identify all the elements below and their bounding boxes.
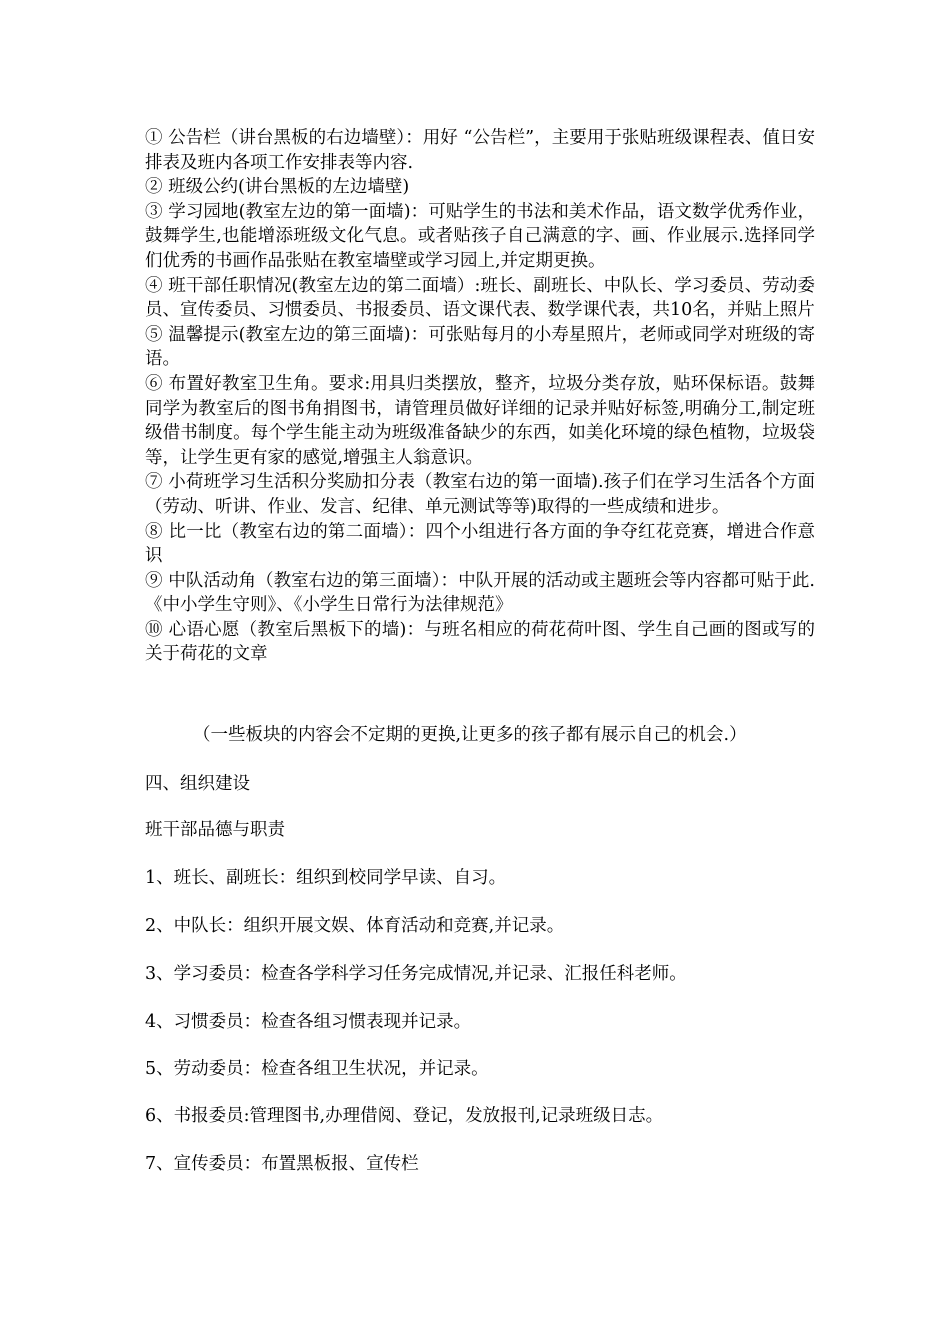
wall-items-list xyxy=(145,126,815,667)
wall-item-points-table: ⑦ 小荷班学习生活积分奖励扣分表（教室右边的第一面墙).孩子们在学习生活各个方面（劳动、听讲、作业、发言、纪律、单元测试等等)取得的一些成绩和进步。 xyxy=(145,472,815,517)
wall-item-bulletin-board: ① 公告栏（讲台黑板的右边墙壁）：用好 “公告栏”，主要用于张贴班级课程表、值日安排表及班内各项工作安排表等内容. xyxy=(145,128,815,173)
rotation-note: （一些板块的内容会不定期的更换,让更多的孩子都有展示自己的机会.） xyxy=(193,725,747,745)
wall-item-hygiene-corner: ⑥ 布置好教室卫生角。要求:用具归类摆放，整齐，垃圾分类存放，贴环保标语。鼓舞同学为教室后的图书角捐图书，请管理员做好详细的记录并贴好标签,明确分工,制定班级借书制度。每个学生能主动为班级准备缺少的东西，如美化环境的绿色植物，垃圾袋等，让学生更有家的感觉,增强主人翁意识。 xyxy=(145,373,815,468)
wall-item-cadre-posts: ④ 班干部任职情况(教室左边的第二面墙）:班长、副班长、中队长、学习委员、劳动委员、宣传委员、习惯委员、书报委员、语文课代表、数学课代表，共10名，并贴上照片 xyxy=(145,275,815,321)
duty-item-squadron-leader: 2、中队长：组织开展文娱、体育活动和竞赛,并记录。 xyxy=(145,916,565,936)
duty-item-monitor: 1、班长、副班长：组织到校同学早读、自习。 xyxy=(145,868,507,888)
wall-item-heart-wishes: ⑩ 心语心愿（教室后黑板下的墙)：与班名相应的荷花荷叶图、学生自己画的图或写的关于荷花的文章 xyxy=(145,619,815,665)
wall-item-squadron-corner: ⑨ 中队活动角（教室右边的第三面墙）：中队开展的活动或主题班会等内容都可贴于此.《中小学生守则》、《小学生日常行为法律规范》 xyxy=(145,570,815,616)
wall-item-warm-tips: ⑤ 温馨提示(教室左边的第三面墙)：可张贴每月的小寿星照片，老师或同学对班级的寄语。 xyxy=(145,324,815,370)
duty-item-study-committee: 3、学习委员：检查各学科学习任务完成情况,并记录、汇报任科老师。 xyxy=(145,964,687,984)
wall-item-class-rules: ② 班级公约(讲台黑板的左边墙壁) xyxy=(145,177,410,198)
duty-item-book-committee: 6、书报委员:管理图书,办理借阅、登记，发放报刊,记录班级日志。 xyxy=(145,1106,664,1126)
wall-item-learning-garden: ③ 学习园地(教室左边的第一面墙)：可贴学生的书法和美术作品，语文数学优秀作业，鼓舞学生,也能增添班级文化气息。或者贴孩子自己满意的字、画、作业展示.选择同学们优秀的书画作品张贴在教室墙壁或学习园上,并定期更换。 xyxy=(145,201,815,271)
duty-item-labor-committee: 5、劳动委员：检查各组卫生状况，并记录。 xyxy=(145,1059,489,1079)
section-title: 四、组织建设 xyxy=(145,774,250,794)
wall-item-competition: ⑧ 比一比（教室右边的第二面墙）：四个小组进行各方面的争夺红花竞赛，增进合作意识 xyxy=(145,521,815,567)
duty-item-habit-committee: 4、习惯委员：检查各组习惯表现并记录。 xyxy=(145,1012,472,1032)
duty-item-publicity-committee: 7、宣传委员：布置黑板报、宣传栏 xyxy=(145,1154,419,1174)
subsection-title: 班干部品德与职责 xyxy=(145,820,285,840)
